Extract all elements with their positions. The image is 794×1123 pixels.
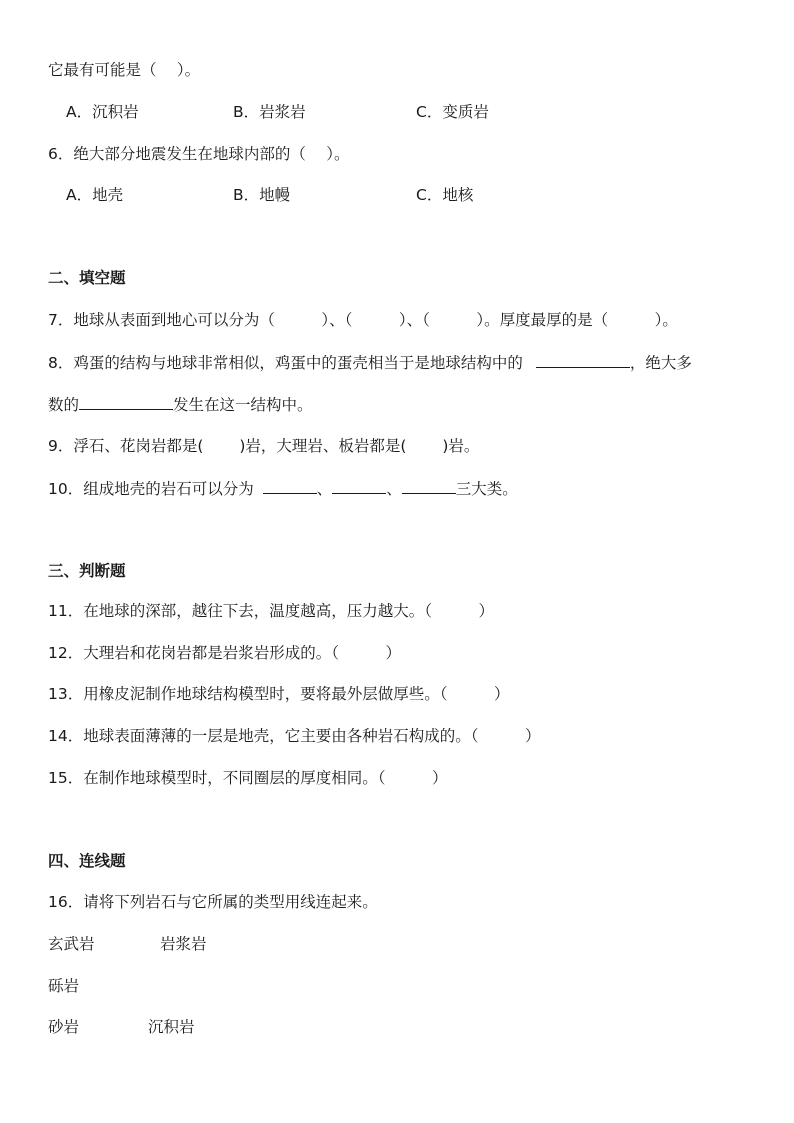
q5-option-a: A．沉积岩 bbox=[66, 103, 139, 121]
q10-text-1: 10．组成地壳的岩石可以分为 bbox=[48, 480, 254, 498]
section-heading-matching: 四、连线题 bbox=[48, 852, 126, 870]
q8-blank-1[interactable] bbox=[536, 352, 630, 368]
section-heading-true-false: 三、判断题 bbox=[48, 562, 126, 580]
q6-option-a: A．地壳 bbox=[66, 186, 124, 204]
q10-text-end: 三大类。 bbox=[455, 480, 518, 498]
question-8-line-1 bbox=[48, 352, 692, 373]
question-8-line-2 bbox=[48, 394, 313, 415]
section-heading-fill-blank: 二、填空题 bbox=[48, 269, 126, 287]
q8-text-4: 发生在这一结构中。 bbox=[173, 396, 313, 414]
question-14: 14．地球表面薄薄的一层是地壳，它主要由各种岩石构成的。（ ） bbox=[48, 727, 541, 745]
q6-option-b: B．地幔 bbox=[233, 186, 291, 204]
question-13: 13．用橡皮泥制作地球结构模型时，要将最外层做厚些。（ ） bbox=[48, 685, 510, 703]
question-7: 7．地球从表面到地心可以分为（ ）、（ ）、（ ）。厚度最厚的是（ ）。 bbox=[48, 311, 678, 329]
question-16: 16．请将下列岩石与它所属的类型用线连起来。 bbox=[48, 893, 378, 911]
question-10 bbox=[48, 478, 518, 499]
question-9: 9．浮石、花岗岩都是( )岩，大理岩、板岩都是( )岩。 bbox=[48, 437, 480, 455]
q8-text-3: 数的 bbox=[48, 396, 80, 414]
q6-stem: 6．绝大部分地震发生在地球内部的（ ）。 bbox=[48, 145, 350, 163]
q6-option-c: C．地核 bbox=[416, 186, 474, 204]
question-11: 11．在地球的深部，越往下去，温度越高，压力越大。（ ） bbox=[48, 602, 494, 620]
q10-separator-1: 、 bbox=[316, 480, 333, 498]
question-12: 12．大理岩和花岗岩都是岩浆岩形成的。（ ） bbox=[48, 644, 401, 662]
rock-sandstone[interactable]: 砂岩 bbox=[48, 1018, 80, 1036]
rock-conglomerate[interactable]: 砾岩 bbox=[48, 977, 80, 995]
q10-blank-1[interactable] bbox=[263, 478, 317, 494]
q8-text-1: 8．鸡蛋的结构与地球非常相似，鸡蛋中的蛋壳相当于是地球结构中的 bbox=[48, 354, 523, 372]
q10-blank-2[interactable] bbox=[332, 478, 386, 494]
q10-separator-2: 、 bbox=[386, 480, 402, 498]
type-sedimentary[interactable]: 沉积岩 bbox=[148, 1018, 195, 1036]
q8-text-2: ，绝大多 bbox=[629, 354, 692, 372]
question-15: 15．在制作地球模型时，不同圈层的厚度相同。（ ） bbox=[48, 769, 448, 787]
q8-blank-2[interactable] bbox=[79, 394, 173, 410]
type-igneous[interactable]: 岩浆岩 bbox=[160, 935, 207, 953]
q5-option-b: B．岩浆岩 bbox=[233, 103, 306, 121]
q10-blank-3[interactable] bbox=[402, 478, 456, 494]
rock-basalt[interactable]: 玄武岩 bbox=[48, 935, 95, 953]
q5-stem-tail: 它最有可能是（ ）。 bbox=[48, 61, 201, 79]
q5-option-c: C．变质岩 bbox=[416, 103, 489, 121]
